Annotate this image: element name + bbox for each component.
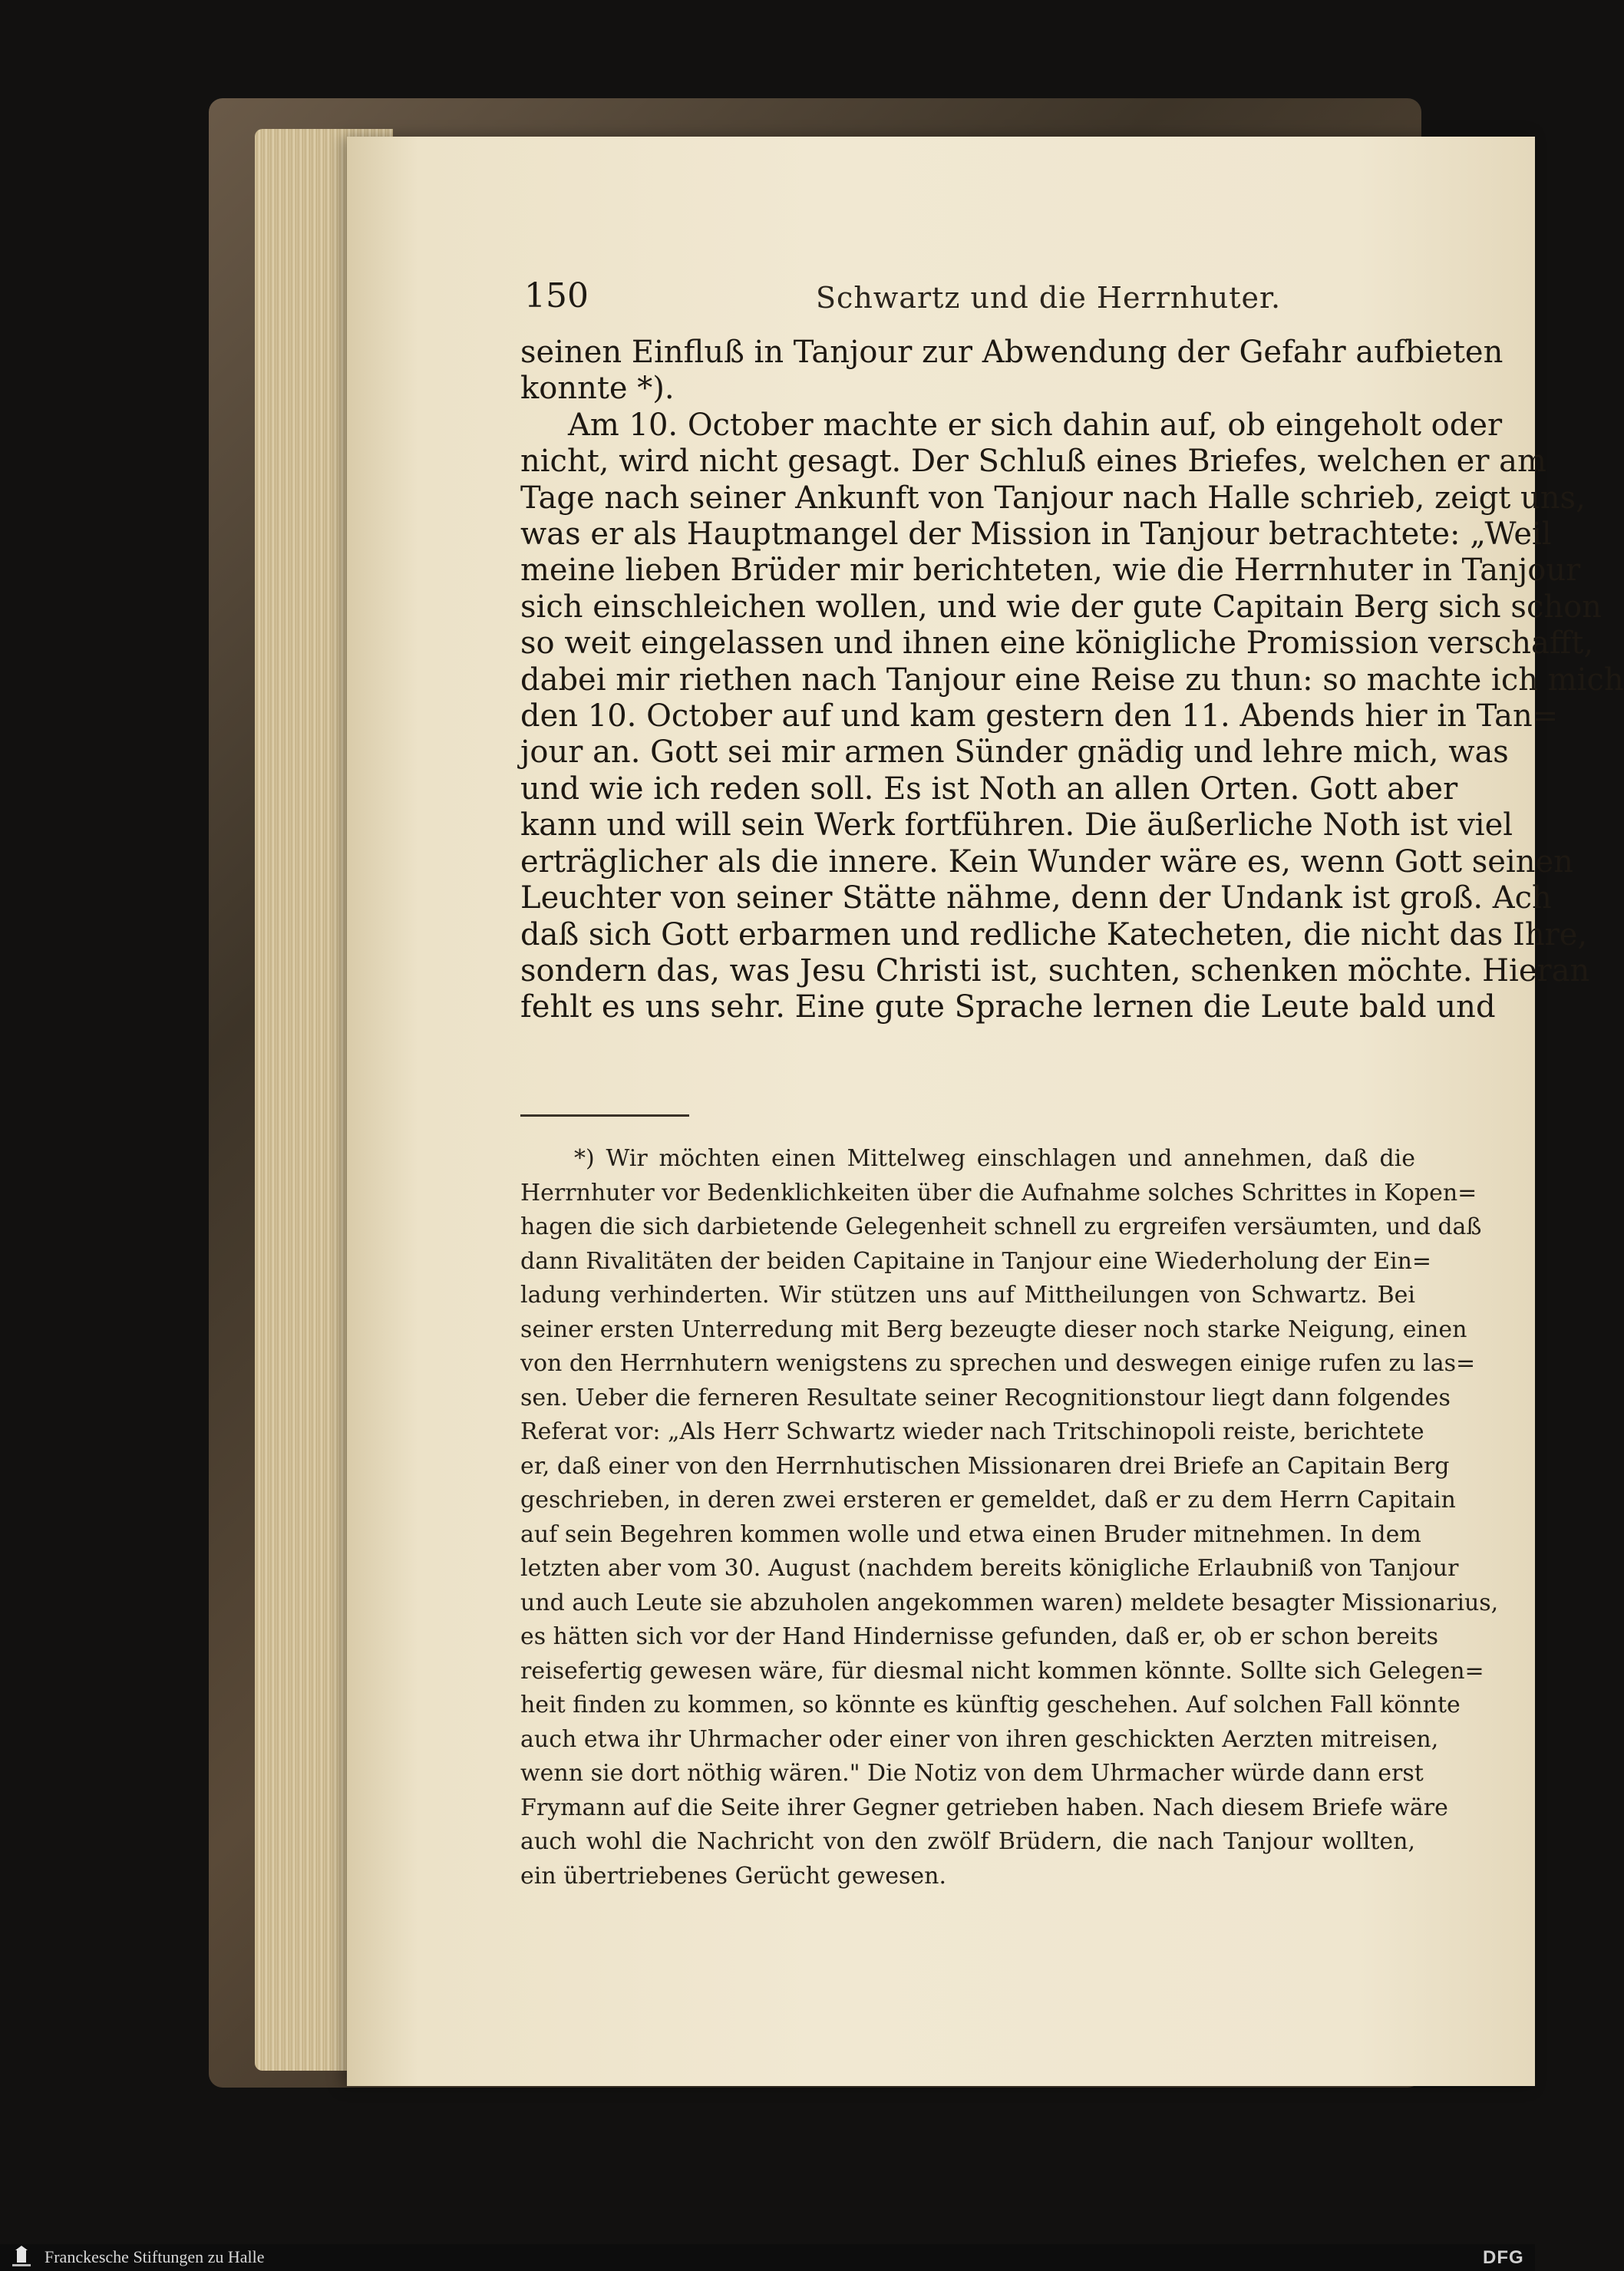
footnote-divider (520, 1114, 689, 1117)
main-text (520, 335, 1624, 1026)
text-line: nicht, wird nicht gesagt. Der Schluß eines Briefes, welchen er am (520, 444, 1546, 480)
footnote-line: sen. Ueber die ferneren Resultate seiner Recognitionstour liegt dann folgendes (520, 1384, 1451, 1411)
text-line: sondern das, was Jesu Christi ist, suchten, schenken möchte. Hieran (520, 952, 1590, 989)
text-line: seinen Einfluß in Tanjour zur Abwendung der Gefahr aufbieten (520, 335, 1504, 370)
text-line: so weit eingelassen und ihnen eine königliche Promission verschafft, (520, 626, 1594, 662)
text-line: jour an. Gott sei mir armen Sünder gnädig und lehre mich, was (520, 734, 1509, 771)
footnote-line: reisefertig gewesen wäre, für diesmal nicht kommen könnte. Sollte sich Gelegen= (520, 1657, 1484, 1685)
text-line: und wie ich reden soll. Es ist Noth an allen Orten. Gott aber (520, 771, 1458, 807)
footnote-line: ladung verhinderten. Wir stützen uns auf Mittheilungen von Schwartz. Bei (520, 1282, 1415, 1309)
text-line: sich einschleichen wollen, und wie der gute Capitain Berg sich schon (520, 589, 1602, 625)
text-line: den 10. October auf und kam gestern den 11. Abends hier in Tan= (520, 698, 1559, 734)
text-line: Tage nach seiner Ankunft von Tanjour nach Halle schrieb, zeigt uns, (520, 480, 1586, 516)
text-line: fehlt es uns sehr. Eine gute Sprache lernen die Leute bald und (520, 989, 1496, 1025)
footnote-line: dann Rivalitäten der beiden Capitaine in Tanjour eine Wiederholung der Ein= (520, 1247, 1432, 1275)
page-number: 150 (524, 276, 589, 315)
text-line: Leuchter von seiner Stätte nähme, denn der Undank ist groß. Ach (520, 880, 1552, 916)
footnote-line: *) Wir möchten einen Mittelweg einschlagen und annehmen, daß die (574, 1145, 1415, 1172)
text-line: meine lieben Brüder mir berichteten, wie die Herrnhuter in Tanjour (520, 553, 1581, 589)
footnote-line: heit finden zu kommen, so könnte es künftig geschehen. Auf solchen Fall könnte (520, 1692, 1461, 1718)
text-line: konnte *). (520, 371, 675, 407)
footnote-line: er, daß einer von den Herrnhutischen Missionaren drei Briefe an Capitain Berg (520, 1452, 1450, 1480)
footnote-line: und auch Leute sie abzuholen angekommen waren) meldete besagter Missionarius, (520, 1589, 1499, 1616)
footnote (520, 1142, 1499, 1893)
running-title: Schwartz und die Herrnhuter. (816, 281, 1282, 315)
footnote-line: auch etwa ihr Uhrmacher oder einer von ihren geschickten Aerzten mitreisen, (520, 1725, 1439, 1753)
footnote-line: letzten aber vom 30. August (nachdem bereits königliche Erlaubniß von Tanjour (520, 1555, 1459, 1582)
footnote-line: Referat vor: „Als Herr Schwartz wieder nach Tritschinopoli reiste, berichtete (520, 1418, 1424, 1445)
footnote-line: wenn sie dort nöthig wären." Die Notiz von dem Uhrmacher würde dann erst (520, 1760, 1424, 1787)
text-line: erträglicher als die innere. Kein Wunder wäre es, wenn Gott seinen (520, 843, 1573, 880)
text-line: kann und will sein Werk fortführen. Die äußerliche Noth ist viel (520, 807, 1513, 843)
text-line: dabei mir riethen nach Tanjour eine Reise zu thun: so machte ich mich (520, 662, 1624, 698)
footnote-line: es hätten sich vor der Hand Hindernisse gefunden, daß er, ob er schon bereits (520, 1623, 1439, 1650)
institution-name: Franckesche Stiftungen zu Halle (45, 2247, 265, 2266)
page-header (524, 276, 1430, 322)
text-line: was er als Hauptmangel der Mission in Tanjour betrachtete: „Weil (520, 517, 1552, 553)
footnote-line: Frymann auf die Seite ihrer Gegner getrieben haben. Nach diesem Briefe wäre (520, 1794, 1448, 1821)
text-line: daß sich Gott erbarmen und redliche Katecheten, die nicht das Ihre, (520, 916, 1588, 952)
footnote-line: seiner ersten Unterredung mit Berg bezeugte dieser noch starke Neigung, einen (520, 1315, 1467, 1343)
text-line: Am 10. October machte er sich dahin auf, ob eingeholt oder (568, 407, 1503, 443)
footnote-line: auch wohl die Nachricht von den zwölf Brüdern, die nach Tanjour wollten, (520, 1828, 1415, 1855)
footnote-line: ein übertriebenes Gerücht gewesen. (520, 1862, 947, 1890)
footnote-line: von den Herrnhutern wenigstens zu sprechen und deswegen einige rufen zu las= (520, 1350, 1476, 1377)
footnote-line: Herrnhuter vor Bedenklichkeiten über die Aufnahme solches Schrittes in Kopen= (520, 1179, 1477, 1206)
footnote-line: auf sein Begehren kommen wolle und etwa einen Bruder mitnehmen. In dem (520, 1520, 1421, 1548)
footnote-line: hagen die sich darbietende Gelegenheit schnell zu ergreifen versäumten, und daß (520, 1213, 1482, 1240)
institution-logo-icon (6, 2246, 37, 2269)
dfg-logo: DFG (1483, 2247, 1524, 2268)
footnote-line: geschrieben, in deren zwei ersteren er gemeldet, daß er zu dem Herrn Capitain (520, 1487, 1456, 1513)
